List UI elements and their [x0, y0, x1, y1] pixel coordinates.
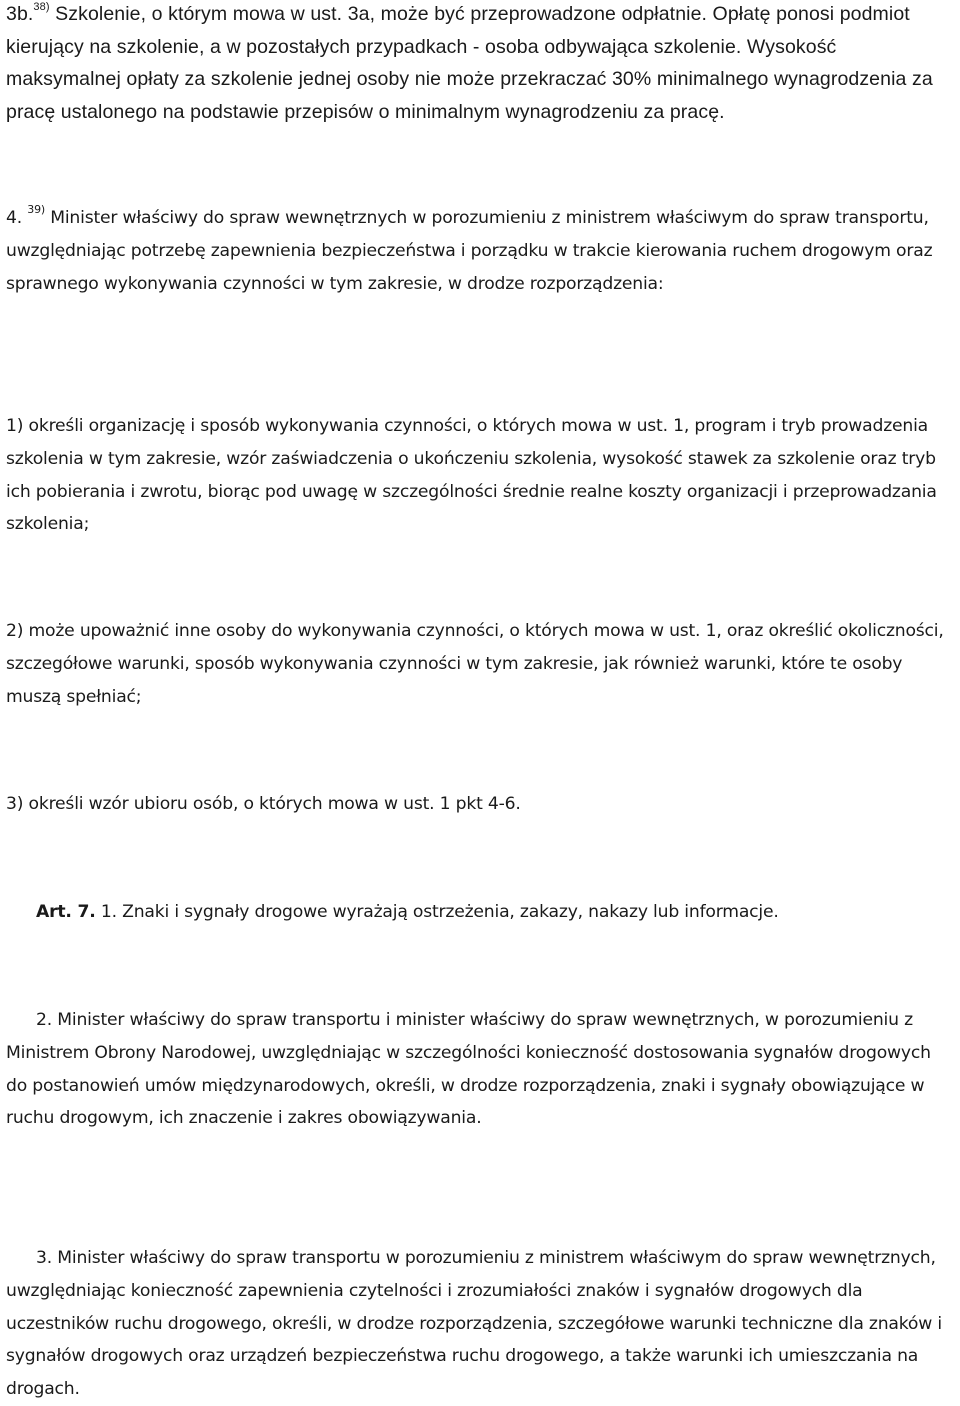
paragraph-text: Minister właściwy do spraw wewnętrznych w porozumieniu z ministrem właściwym do spraw transportu, uwzględniając potrzebę zapewnienia bezpieczeństwa i porządku w trakcie kierowania ruchem drogowym oraz sprawnego wykonywania czynności w tym zakresie, w drodze rozporządzenia: [6, 208, 933, 294]
paragraph-3b [6, 0, 954, 128]
article-7-paragraph-2: 2. Minister właściwy do spraw transportu i minister właściwy do spraw wewnętrznych, w porozumieniu z Ministrem Obrony Narodowej, uwzględniając w szczególności konieczność dostosowania sygnałów drogowych do postanowień umów międzynarodowych, określi, w drodze rozporządzenia, znaki i sygnały obowiązujące w ruchu drogowym, ich znaczenie i zakres obowiązywania. [6, 1010, 931, 1129]
list-item-1: 1) określi organizację i sposób wykonywania czynności, o których mowa w ust. 1, program i tryb prowadzenia szkolenia w tym zakresie, wzór zaświadczenia o ukończeniu szkolenia, wysokość stawek za szkolenie oraz tryb ich pobierania i zwrotu, biorąc pod uwagę w szczególności średnie realne koszty organizacji i przeprowadzania szkolenia; [6, 416, 937, 535]
footnote-marker[interactable]: 38) [33, 0, 50, 13]
footnote-marker[interactable]: 39) [27, 203, 45, 217]
paragraph-text: 1. Znaki i sygnały drogowe wyrażają ostrzeżenia, zakazy, nakazy lub informacje. [95, 902, 779, 922]
paragraph-number: 4. [6, 208, 22, 228]
list-item-2: 2) może upoważnić inne osoby do wykonywania czynności, o których mowa w ust. 1, oraz określić okoliczności, szczegółowe warunki, sposób wykonywania czynności w tym zakresie, jak również warunki, które te osoby muszą spełniać; [6, 621, 944, 707]
list-item-3: 3) określi wzór ubioru osób, o których mowa w ust. 1 pkt 4-6. [6, 794, 521, 814]
paragraph-text: Szkolenie, o którym mowa w ust. 3a, może być przeprowadzone odpłatnie. Opłatę ponosi podmiot kierujący na szkolenie, a w pozostałych przypadkach - osoba odbywająca szkolenie. Wysokość maksymalnej opłaty za szkolenie jednej osoby nie może przekraczać 30% minimalnego wynagrodzenia za pracę ustalonego na podstawie przepisów o minimalnym wynagrodzeniu za pracę. [6, 3, 933, 123]
article-7-paragraph-1 [6, 896, 960, 929]
paragraph-4 [6, 202, 954, 300]
paragraph-number: 3b. [6, 3, 34, 25]
article-7-paragraph-3: 3. Minister właściwy do spraw transportu w porozumieniu z ministrem właściwym do spraw wewnętrznych, uwzględniając konieczność zapewnienia czytelności i zrozumiałości znaków i sygnałów drogowych dla uczestników ruchu drogowego, określi, w drodze rozporządzenia, szczegółowe warunki techniczne dla znaków i sygnałów drogowych oraz urządzeń bezpieczeństwa ruchu drogowego, a także warunki ich umieszczania na drogach. [6, 1248, 942, 1400]
article-label: Art. 7. [36, 902, 96, 922]
